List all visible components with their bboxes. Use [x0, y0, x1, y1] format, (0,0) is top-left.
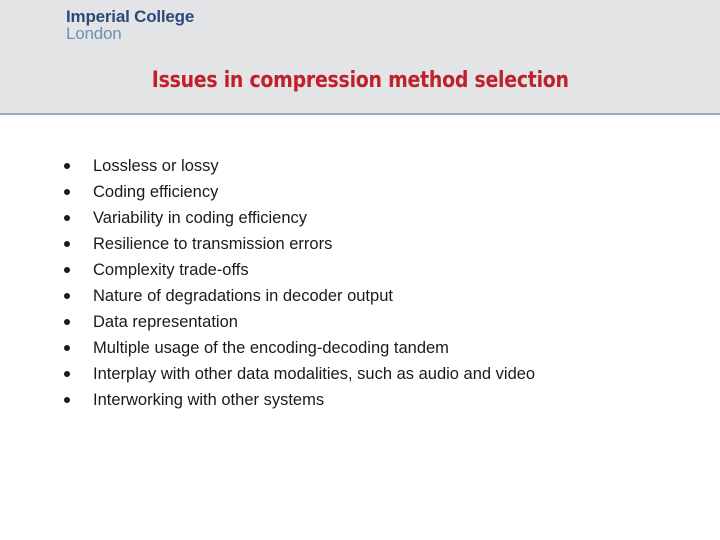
bullet-text: Data representation	[93, 313, 238, 331]
bullet-text: Lossless or lossy	[93, 157, 219, 175]
bullet-icon	[64, 397, 70, 403]
bullet-text: Interworking with other systems	[93, 391, 325, 409]
bullet-icon	[64, 163, 70, 169]
bullet-icon	[64, 371, 70, 377]
bullet-icon	[64, 215, 70, 221]
bullet-icon	[64, 267, 70, 273]
bullet-text: Nature of degradations in decoder output	[93, 287, 393, 305]
logo-line-2: London	[66, 24, 122, 43]
header-band	[0, 0, 720, 115]
bullet-text: Variability in coding efficiency	[93, 209, 308, 227]
bullet-text: Resilience to transmission errors	[93, 235, 333, 253]
logo-line-1: Imperial College	[66, 7, 195, 26]
bullet-text: Complexity trade-offs	[93, 261, 249, 279]
bullet-text: Interplay with other data modalities, such as audio and video	[93, 365, 536, 383]
bullet-icon	[64, 319, 70, 325]
college-logo	[66, 8, 194, 42]
bullet-text: Multiple usage of the encoding-decoding tandem	[93, 339, 449, 357]
bullet-text: Coding efficiency	[93, 183, 219, 201]
slide-title: Issues in compression method selection	[151, 68, 569, 93]
bullet-icon	[64, 241, 70, 247]
bullet-icon	[64, 189, 70, 195]
bullet-icon	[64, 293, 70, 299]
bullet-icon	[64, 345, 70, 351]
